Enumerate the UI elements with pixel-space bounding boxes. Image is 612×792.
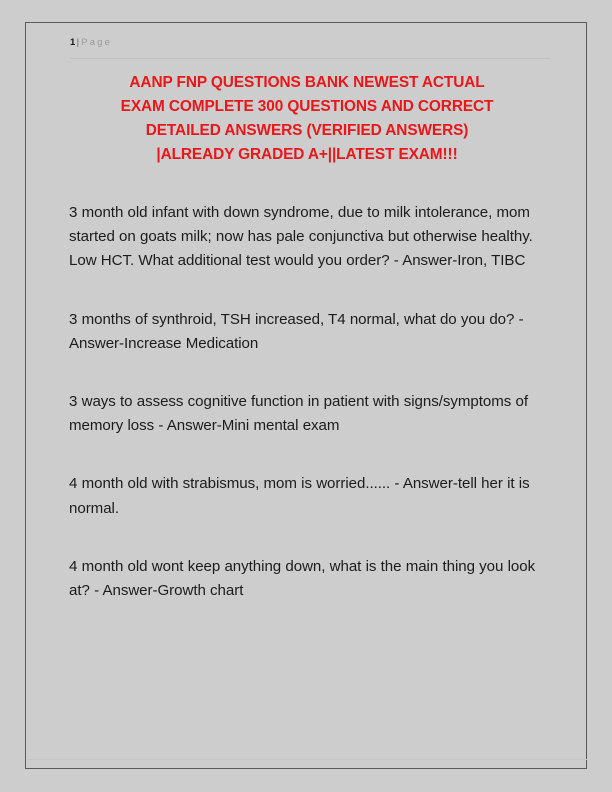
page-header-label: Page bbox=[81, 37, 113, 48]
header-divider bbox=[70, 58, 550, 59]
page-number: 1 bbox=[70, 37, 76, 48]
document-page bbox=[25, 22, 587, 769]
document-body bbox=[69, 201, 555, 603]
title-line-1: AANP FNP QUESTIONS BANK NEWEST ACTUAL bbox=[129, 74, 485, 91]
page-header bbox=[70, 37, 550, 57]
title-line-3: DETAILED ANSWERS (VERIFIED ANSWERS) bbox=[145, 122, 469, 139]
qa-paragraph: 3 months of synthroid, TSH increased, T4 normal, what do you do? - Answer-Increase Medication bbox=[69, 310, 524, 352]
qa-paragraph: 4 month old with strabismus, mom is worried...... - Answer-tell her it is normal. bbox=[69, 475, 530, 517]
page-header-separator: | bbox=[76, 37, 80, 48]
document-title bbox=[68, 71, 546, 167]
title-line-2: EXAM COMPLETE 300 QUESTIONS AND CORRECT bbox=[120, 98, 494, 115]
qa-paragraph: 3 ways to assess cognitive function in patient with signs/symptoms of memory loss - Answer-Mini mental exam bbox=[69, 393, 528, 435]
title-line-4: |ALREADY GRADED A+||LATEST EXAM!!! bbox=[156, 146, 458, 163]
footer-divider bbox=[27, 759, 587, 760]
page-header-line bbox=[70, 37, 550, 49]
qa-paragraph: 4 month old wont keep anything down, what is the main thing you look at? - Answer-Growth chart bbox=[69, 557, 536, 600]
qa-paragraph: 3 month old infant with down syndrome, due to milk intolerance, mom started on goats milk; now has pale conjunctiva but otherwise healthy. Low HCT. What additional test would you order? - Answer-Iron, TIBC bbox=[69, 204, 533, 270]
